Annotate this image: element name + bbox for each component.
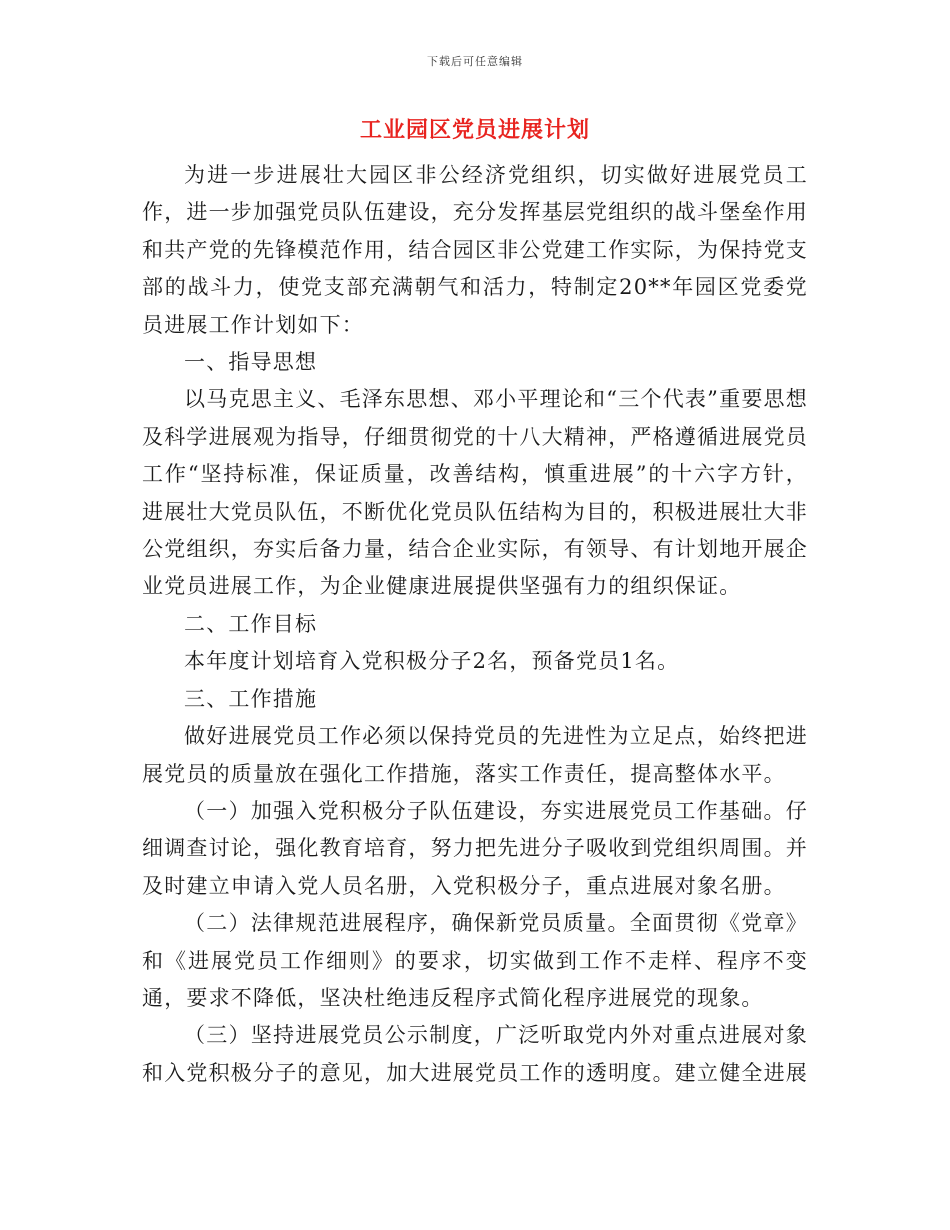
paragraph-intro: 为进一步进展壮大园区非公经济党组织，切实做好进展党员工作，进一步加强党员队伍建设，充分发挥基层党组织的战斗堡垒作用和共产党的先锋模范作用，结合园区非公党建工作实际，为保持党支部的战斗力，使党支部充满朝气和活力，特制定20**年园区党委党员进展工作计划如下： [142,163,808,337]
paragraph-work-goals: 本年度计划培育入党积极分子2名，预备党员1名。 [184,649,680,674]
paragraph-measure-2: （二）法律规范进展程序，确保新党员质量。全面贯彻《党章》和《进展党员工作细则》的要求，切实做到工作不走样、程序不变通，要求不降低，坚决杜绝违反程序式简化程序进展党的现象。 [142,911,808,1010]
paragraph-measure-3: （三）坚持进展党员公示制度，广泛听取党内外对重点进展对象和入党积极分子的意见，加大进展党员工作的透明度。建立健全进展 [142,1023,808,1085]
paragraph-guiding-ideology: 以马克思主义、毛泽东思想、邓小平理论和“三个代表”重要思想及科学进展观为指导，仔细贯彻党的十八大精神，严格遵循进展党员工作“坚持标准，保证质量，改善结构，慎重进展”的十六字方针，进展壮大党员队伍，不断优化党员队伍结构为目的，积极进展壮大非公党组织，夯实后备力量，结合企业实际，有领导、有计划地开展企业党员进展工作，为企业健康进展提供坚强有力的组织保证。 [142,387,808,599]
header-note: 下载后可任意编辑 [427,55,523,68]
document-body [142,157,808,1092]
paragraph-work-measures: 做好进展党员工作必须以保持党员的先进性为立足点，始终把进展党员的质量放在强化工作措施，落实工作责任，提高整体水平。 [142,724,808,786]
section-heading-work-goals: 二、工作目标 [184,611,318,636]
section-heading-guiding-ideology: 一、指导思想 [184,350,318,375]
document-title: 工业园区党员进展计划 [359,118,590,143]
section-heading-work-measures: 三、工作措施 [184,686,318,711]
paragraph-measure-1: （一）加强入党积极分子队伍建设，夯实进展党员工作基础。仔细调查讨论，强化教育培育，努力把先进分子吸收到党组织周围。并及时建立申请入党人员名册，入党积极分子，重点进展对象名册。 [142,798,808,898]
